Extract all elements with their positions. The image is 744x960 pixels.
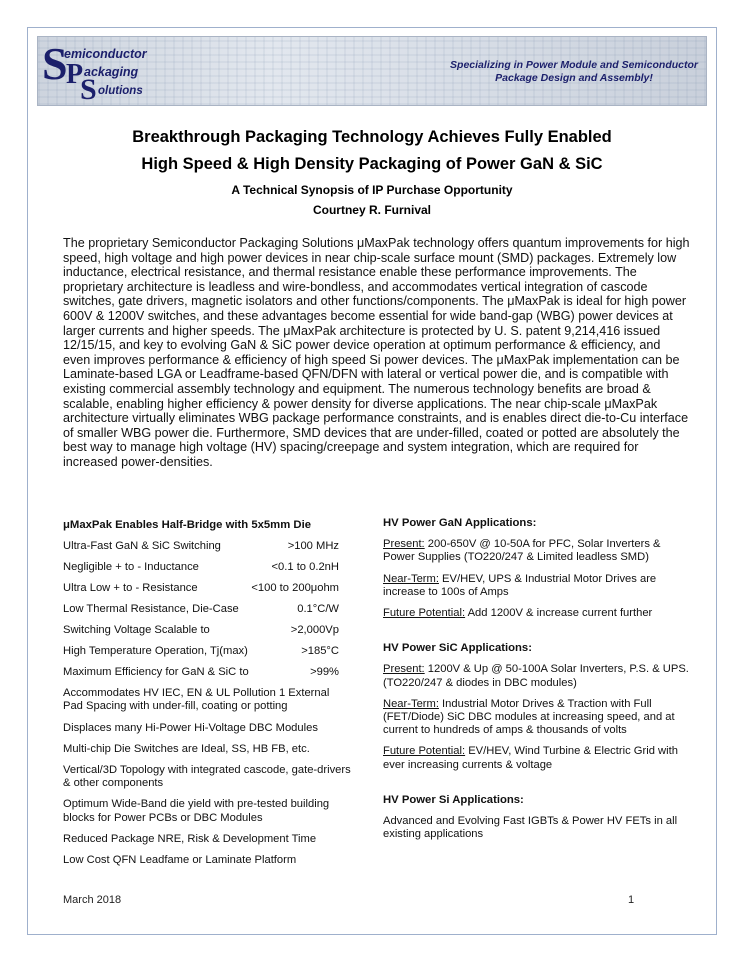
- application-item-text: Add 1200V & increase current further: [465, 607, 653, 620]
- spec-value: <100 to 200μohm: [251, 582, 339, 595]
- logo-line-3: olutions: [98, 85, 143, 97]
- application-section: [383, 794, 695, 842]
- spec-label: Low Thermal Resistance, Die-Case: [63, 603, 239, 616]
- application-heading: HV Power Si Applications:: [383, 793, 524, 806]
- application-item-text: Industrial Motor Drives & Traction with Full (FET/Diode) SiC DBC modules at increasing speed, and at current to hundreds of amps & thousands of volts: [383, 697, 675, 737]
- application-item: [383, 745, 695, 771]
- page-number: 1: [628, 894, 635, 906]
- spec-label: Ultra-Fast GaN & SiC Switching: [63, 540, 221, 553]
- application-item-label: Present:: [383, 538, 425, 551]
- intro-paragraph: The proprietary Semiconductor Packaging Solutions μMaxPak technology offers quantum improvements for high speed, high voltage and high power devices in near chip-scale surface mount (SMD) packages. Extremely low inductance, electrical resistance, and thermal resistance enable these performance improvements. The proprietary architecture is leadless and wire-bondless, and accommodates vertical integration of cascode switches, gate drivers, magnetic isolators and other functions/components. The μMaxPak is ideal for high power 600V & 1200V switches, and these advantages become essential for wide band-gap (WBG) power devices at larger currents and higher speeds. The μMaxPak architecture is protected by U. S. patent 9,214,416 issued 12/15/15, and key to evolving GaN & SiC power device operation at optimum performance & efficiency, and even improves performance & efficiency of high speed Si power devices. The μMaxPak implementation can be Laminate-based LGA or Leadframe-based QFN/DFN with lateral or vertical power die, and is compatible with existing commercial assembly technology and equipment. The numerous technology benefits are broad & scalable, enabling higher efficiency & power density for diverse applications. The near chip-scale μMaxPak architecture virtually eliminates WBG package performance constraints, and is enables direct die-to-Cu interface of smaller WBG power die. Furthermore, SMD devices that are under-filled, coated or potted are absolutely the best way to manage high voltage (HV) spacing/creepage and system integration, which are required for increased power-densities.: [63, 236, 690, 469]
- application-item-text: Advanced and Evolving Fast IGBTs & Power HV FETs in all existing applications: [383, 815, 678, 841]
- application-item: [383, 607, 695, 620]
- footer-date: March 2018: [63, 894, 122, 906]
- spec-value: <0.1 to 0.2nH: [271, 561, 339, 574]
- spec-value: >99%: [310, 666, 339, 679]
- spec-row: [63, 666, 351, 687]
- benefit-item: Low Cost QFN Leadfame or Laminate Platform: [63, 854, 297, 867]
- title-line-1: Breakthrough Packaging Technology Achieves Fully Enabled: [132, 128, 612, 146]
- author: Courtney R. Furnival: [312, 203, 431, 217]
- right-column: [383, 517, 695, 863]
- spec-label: Ultra Low + to - Resistance: [63, 582, 198, 595]
- benefit-item: Accommodates HV IEC, EN & UL Pollution 1 External Pad Spacing with under-fill, coating or potting: [63, 687, 330, 713]
- benefit-item: Vertical/3D Topology with integrated cascode, gate-drivers & other components: [63, 764, 351, 790]
- spec-label: Negligible + to - Inductance: [63, 561, 199, 574]
- application-item: [383, 663, 695, 689]
- benefit-item: Optimum Wide-Band die yield with pre-tested building blocks for Power PCBs or DBC Modules: [63, 798, 330, 824]
- benefit-item: Reduced Package NRE, Risk & Development Time: [63, 832, 317, 845]
- header-banner: [37, 36, 707, 106]
- benefit-list: [63, 687, 351, 867]
- application-item-label: Near-Term:: [383, 572, 439, 585]
- company-logo: S emiconductor P ackaging S olutions: [42, 38, 147, 106]
- spec-value: >2,000Vp: [290, 624, 339, 637]
- spec-value: >185°C: [301, 645, 339, 658]
- title-line-2: High Speed & High Density Packaging of Power GaN & SiC: [141, 155, 603, 173]
- spec-label: Switching Voltage Scalable to: [63, 624, 210, 637]
- spec-row: [63, 645, 351, 666]
- application-item-text: EV/HEV, UPS & Industrial Motor Drives are increase to 100s of Amps: [383, 572, 657, 598]
- benefit-item: Multi-chip Die Switches are Ideal, SS, HB FB, etc.: [63, 742, 310, 755]
- application-item: [383, 573, 695, 599]
- logo-line-1: emiconductor: [64, 47, 147, 61]
- left-column-heading: μMaxPak Enables Half-Bridge with 5x5mm Die: [63, 519, 311, 531]
- application-item-text: EV/HEV, Wind Turbine & Electric Grid with ever increasing currents & voltage: [383, 745, 678, 771]
- application-heading: HV Power SiC Applications:: [383, 642, 532, 655]
- application-section: [383, 517, 695, 620]
- application-item-label: Near-Term:: [383, 697, 439, 710]
- application-item-label: Future Potential:: [383, 607, 466, 620]
- spec-label: Maximum Efficiency for GaN & SiC to: [63, 666, 249, 679]
- application-item-text: 200-650V @ 10-50A for PFC, Solar Inverters & Power Supplies (TO220/247 & Limited leadless SMD): [383, 538, 661, 564]
- spec-row: [63, 582, 351, 603]
- spec-list: [63, 540, 351, 687]
- logo-line-2: ackaging: [84, 65, 139, 79]
- application-item-text: 1200V & Up @ 50-100A Solar Inverters, P.S. & UPS. (TO220/247 & diodes in DBC modules): [383, 663, 689, 689]
- benefit-item: Displaces many Hi-Power Hi-Voltage DBC Modules: [63, 721, 318, 734]
- application-item: [383, 538, 695, 564]
- application-item: [383, 698, 695, 738]
- spec-label: High Temperature Operation, Tj(max): [63, 645, 248, 658]
- subtitle: A Technical Synopsis of IP Purchase Opportunity: [231, 183, 513, 197]
- spec-value: 0.1°C/W: [297, 603, 339, 616]
- application-item: [383, 815, 695, 841]
- application-section: [383, 642, 695, 772]
- application-item-label: Future Potential:: [383, 745, 466, 758]
- spec-row: [63, 624, 351, 645]
- application-item-label: Present:: [383, 663, 425, 676]
- spec-value: >100 MHz: [287, 540, 339, 553]
- spec-row: [63, 603, 351, 624]
- spec-row: [63, 561, 351, 582]
- left-column: [63, 519, 351, 875]
- spec-row: [63, 540, 351, 561]
- application-heading: HV Power GaN Applications:: [383, 517, 537, 529]
- company-tagline: Specializing in Power Module and Semiconductor Package Design and Assembly!: [450, 59, 698, 84]
